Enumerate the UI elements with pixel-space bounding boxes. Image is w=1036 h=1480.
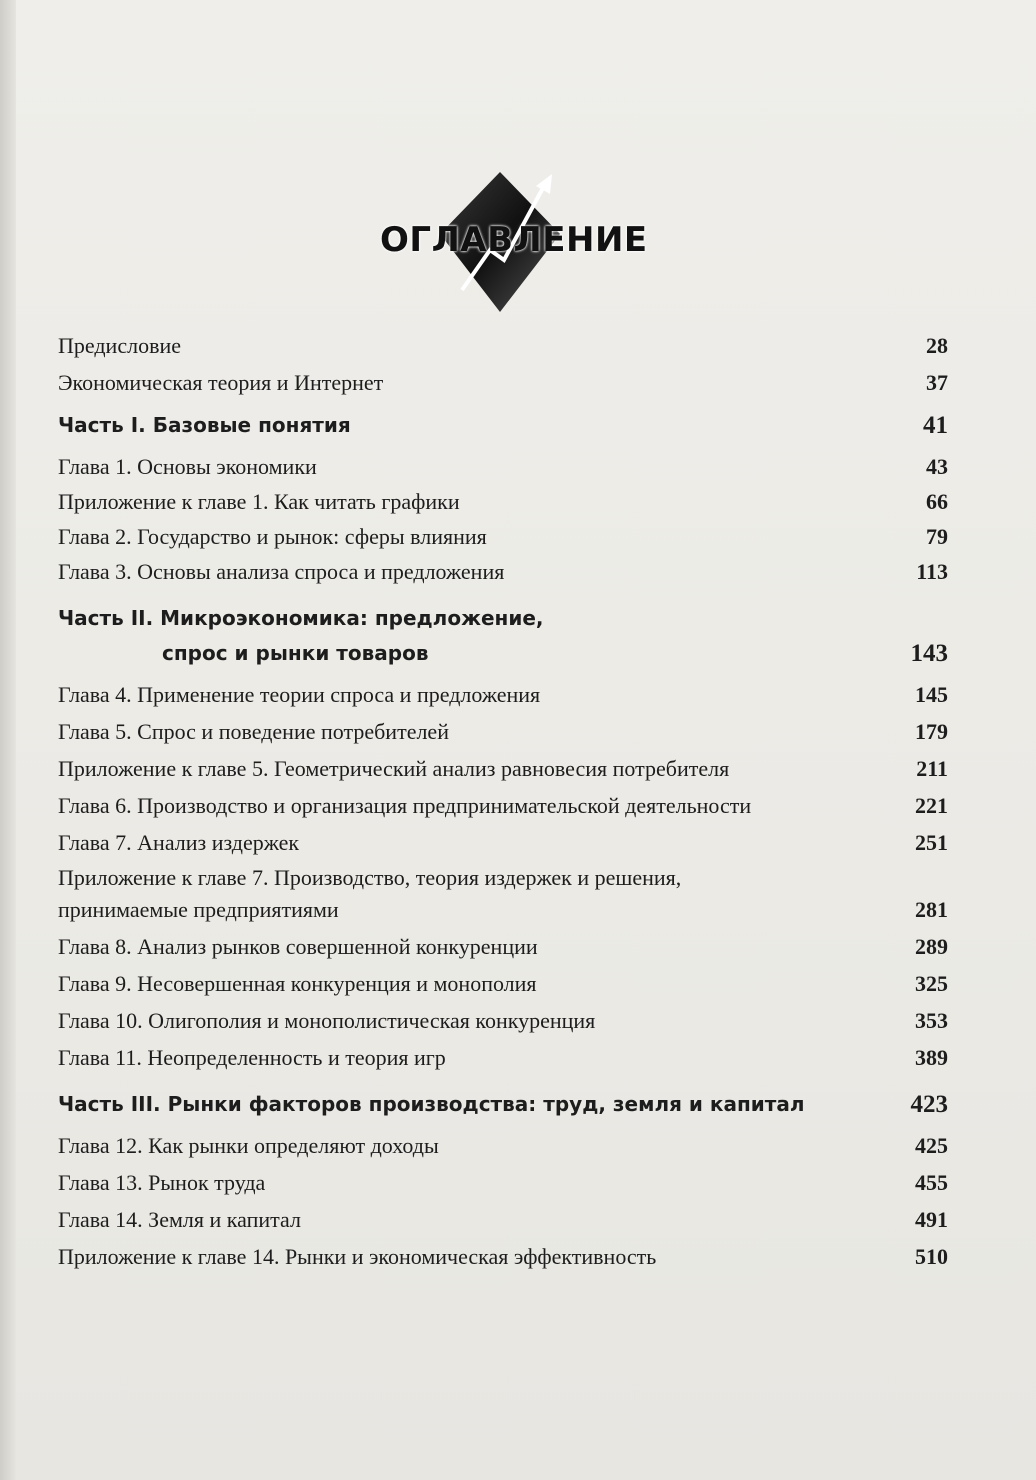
toc-entry-page: 28 <box>926 333 948 358</box>
toc-entry-page: 455 <box>915 1170 948 1195</box>
toc-entry-title: Глава 4. Применение теории спроса и предложения <box>58 682 541 707</box>
toc-entry-page: 510 <box>915 1244 948 1269</box>
toc-entry-title: Глава 5. Спрос и поведение потребителей <box>58 719 449 744</box>
toc-part-title <box>58 605 544 667</box>
page-edge <box>0 0 16 1480</box>
toc-entry-title-line1: Приложение к главе 7. Производство, теория издержек и решения, <box>58 865 682 890</box>
toc-entry-chapter-1[interactable] <box>58 453 948 480</box>
toc-entry-page: 43 <box>926 454 948 479</box>
toc-entry-appendix-5[interactable] <box>58 755 948 782</box>
toc-entry-title: Экономическая теория и Интернет <box>58 370 384 395</box>
toc-entry-page: 221 <box>915 793 948 818</box>
toc-entry-title: Приложение к главе 14. Рынки и экономическая эффективность <box>58 1244 657 1269</box>
toc-entry-title: Предисловие <box>58 333 181 358</box>
toc-entry-chapter-3[interactable] <box>58 558 948 585</box>
toc-entry-page: 425 <box>915 1133 948 1158</box>
toc-part-page: 143 <box>910 640 948 667</box>
toc-entry-chapter-6[interactable] <box>58 792 948 819</box>
toc-entry-economics-internet[interactable] <box>58 369 948 396</box>
toc-entry-page: 66 <box>926 489 948 514</box>
toc-entry-title: Глава 12. Как рынки определяют доходы <box>58 1133 439 1158</box>
toc-entry-title: Приложение к главе 1. Как читать графики <box>58 489 460 514</box>
toc-entry-title: Глава 6. Производство и организация предпринимательской деятельности <box>58 793 752 818</box>
toc-entry-page: 179 <box>915 719 948 744</box>
toc-part-page: 423 <box>910 1091 948 1118</box>
toc-entry-appendix-14[interactable] <box>58 1243 948 1270</box>
toc-entry-chapter-9[interactable] <box>58 970 948 997</box>
toc-part-2[interactable] <box>58 605 948 667</box>
toc-entry-page: 113 <box>916 559 948 584</box>
toc-entry-page: 491 <box>915 1207 948 1232</box>
toc-part-page: 41 <box>923 412 948 439</box>
toc-part-1[interactable] <box>58 412 948 439</box>
toc-entry-page: 289 <box>915 934 948 959</box>
toc-entry-chapter-12[interactable] <box>58 1132 948 1159</box>
toc-entry-page: 325 <box>915 971 948 996</box>
toc-entry-chapter-11[interactable] <box>58 1044 948 1071</box>
toc-entry-chapter-13[interactable] <box>58 1169 948 1196</box>
toc-entry-chapter-8[interactable] <box>58 933 948 960</box>
toc-entry-chapter-2[interactable] <box>58 523 948 550</box>
toc-entry-title: Глава 9. Несовершенная конкуренция и монополия <box>58 971 537 996</box>
toc-part-title-line1: Часть II. Микроэкономика: предложение, <box>58 606 544 630</box>
toc-entry-title: Глава 11. Неопределенность и теория игр <box>58 1045 446 1070</box>
toc-entry-title: Глава 13. Рынок труда <box>58 1170 266 1195</box>
toc-entry-title: Глава 3. Основы анализа спроса и предложения <box>58 559 505 584</box>
toc-heading: ОГЛАВЛЕНИЕ <box>380 220 648 260</box>
toc-entry-title <box>58 864 681 923</box>
table-of-contents <box>58 326 948 1270</box>
toc-entry-page: 37 <box>926 370 948 395</box>
toc-entry-chapter-7[interactable] <box>58 829 948 856</box>
toc-part-3[interactable] <box>58 1091 948 1118</box>
toc-entry-title: Глава 14. Земля и капитал <box>58 1207 301 1232</box>
toc-entry-chapter-14[interactable] <box>58 1206 948 1233</box>
toc-part-title-line2: спрос и рынки товаров <box>162 641 429 665</box>
toc-entry-page: 353 <box>915 1008 948 1033</box>
toc-entry-page: 281 <box>915 897 948 922</box>
toc-entry-chapter-4[interactable] <box>58 681 948 708</box>
toc-entry-title: Глава 1. Основы экономики <box>58 454 317 479</box>
toc-entry-appendix-1[interactable] <box>58 488 948 515</box>
toc-entry-title: Приложение к главе 5. Геометрический анализ равновесия потребителя <box>58 756 730 781</box>
toc-entry-appendix-7[interactable] <box>58 864 948 923</box>
toc-entry-page: 79 <box>926 524 948 549</box>
toc-entry-page: 251 <box>915 830 948 855</box>
toc-entry-page: 145 <box>915 682 948 707</box>
toc-entry-title: Глава 7. Анализ издержек <box>58 830 300 855</box>
toc-entry-chapter-10[interactable] <box>58 1007 948 1034</box>
toc-entry-title: Глава 8. Анализ рынков совершенной конкуренции <box>58 934 538 959</box>
toc-entry-page: 389 <box>915 1045 948 1070</box>
toc-entry-preface[interactable] <box>58 332 948 359</box>
toc-entry-title-line2: принимаемые предприятиями <box>58 897 339 922</box>
toc-entry-page: 211 <box>916 756 948 781</box>
toc-entry-title: Глава 10. Олигополия и монополистическая конкуренция <box>58 1008 596 1033</box>
toc-entry-chapter-5[interactable] <box>58 718 948 745</box>
toc-part-title: Часть I. Базовые понятия <box>58 413 351 437</box>
toc-entry-title: Глава 2. Государство и рынок: сферы влияния <box>58 524 487 549</box>
toc-part-title: Часть III. Рынки факторов производства: труд, земля и капитал <box>58 1092 805 1116</box>
